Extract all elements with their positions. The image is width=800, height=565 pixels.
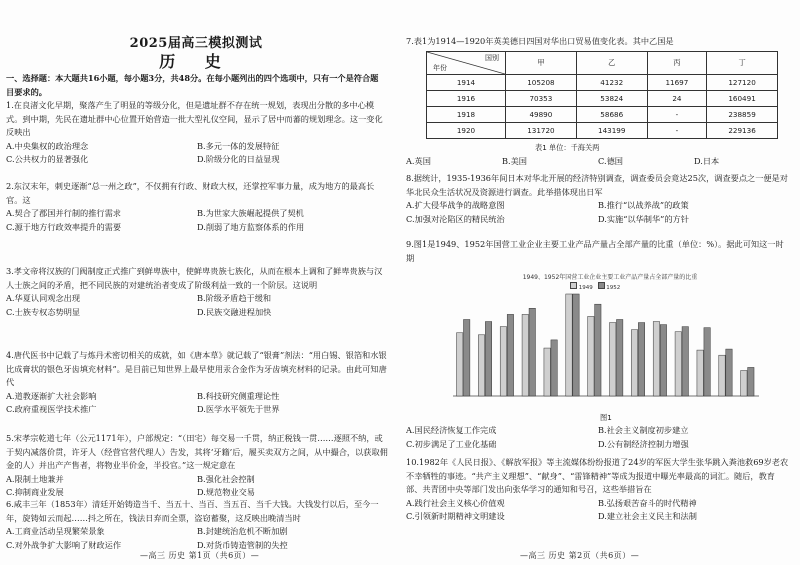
option-d[interactable]: D.对货币铸造管制的失控 (197, 539, 288, 550)
table-cell: 1916 (427, 91, 506, 107)
section-instructions: 一、选择题：本大题共16小题，每小题3分，共48分。在每小题列出的四个选项中，只有一个是符合题目要求的。 (6, 73, 379, 97)
option-d[interactable]: D.民族交融进程加快 (197, 306, 272, 317)
question-stem: 8.据统计，1935-1936年间日本对华北开展的经济特别调查，调查委员会竟达25次，调查要点之一便是对华北民众生活状况及资源进行调查。此举措体现出日军 (406, 173, 788, 197)
bar-1952-9 (660, 325, 666, 396)
bar-1952-0 (463, 320, 469, 397)
table-cell: 127120 (707, 75, 778, 91)
left-column (0, 0, 392, 565)
option-a[interactable]: A.国民经济恢复工作完成 (406, 425, 497, 435)
bar-1949-12 (719, 355, 725, 396)
trade-table (426, 51, 778, 139)
table-row (427, 91, 778, 107)
bar-1949-5 (566, 294, 572, 396)
figure-label: 图1 (600, 413, 612, 422)
right-column (400, 0, 792, 565)
table-cell: 229136 (707, 123, 778, 139)
options (6, 140, 388, 167)
bar-1949-10 (675, 332, 681, 396)
page-footer-left: —高三 历史 第1页（共6页）— (140, 551, 260, 560)
bar-1952-12 (726, 349, 732, 396)
option-a[interactable]: A.扩大侵华战争的战略意图 (406, 200, 505, 211)
question-3 (6, 265, 388, 319)
question-stem: 10.1982年《人民日报》、《解放军报》等主流媒体纷纷报道了24岁的军医大学生张华跳入粪池救69岁老农不幸牺牲的事迹。“共产主义理想”、“献身”、“雷锋精神”等成为报道中曝光率最高的词汇。随后，教育部、共青团中央等部门发出向张华学习的通知和号召，这些举措旨在 (406, 457, 789, 495)
option-b[interactable]: B.弘扬艰苦奋斗的时代精神 (598, 497, 697, 508)
bar-1952-1 (485, 322, 491, 396)
option-b[interactable]: B.阶级矛盾趋于缓和 (197, 293, 272, 304)
option-d[interactable]: D.削弱了地方监察体系的作用 (197, 221, 305, 232)
option-c[interactable]: C.源于地方行政效率提升的需要 (6, 221, 122, 232)
option-a[interactable]: A.英国 (406, 156, 431, 166)
options (6, 525, 388, 552)
option-d[interactable]: D.建立社会主义民主和法制 (598, 511, 697, 522)
question-stem: 2.东汉末年，刺史逐渐“总一州之政”，不仅拥有行政、财政大权，还掌控军事力量，成为地方的最高长官。这 (6, 181, 375, 205)
options (6, 207, 388, 234)
page-footer-right: —高三 历史 第2页（共6页）— (520, 551, 640, 560)
question-stem: 6.咸丰三年（1853年）清廷开始铸造当千、当五十、当百、当五百、当千大钱。大钱发行以后，至今一年，旋铸如云而起……抖之所在，钱法日弃而全票，盗窃蓄聚，这反映出晚清当时 (6, 499, 379, 523)
table-cell: 1918 (427, 107, 506, 123)
question-2 (6, 180, 388, 234)
bar-1949-1 (478, 335, 484, 396)
options (406, 155, 790, 169)
table-cell: 1914 (427, 75, 506, 91)
table-cell: 41232 (576, 75, 647, 91)
bar-1952-4 (551, 340, 557, 396)
option-c[interactable]: C.抑制商业发展 (6, 487, 64, 498)
table-row (427, 107, 778, 123)
column-header: 丙 (647, 52, 706, 75)
option-c[interactable]: C.对外战争扩大影响了财政运作 (6, 539, 122, 550)
option-a[interactable]: A.华夏认同观念出现 (6, 293, 81, 304)
table-cell: 24 (647, 91, 706, 107)
table-cell: 11697 (647, 75, 706, 91)
table-cell: 53824 (576, 91, 647, 107)
question-4 (6, 349, 388, 417)
table-cell: 238859 (707, 107, 778, 123)
option-b[interactable]: B.强化社会控制 (197, 473, 255, 484)
bar-1949-4 (544, 348, 550, 396)
option-b[interactable]: B.科技研究侧重理论性 (197, 390, 280, 401)
option-c[interactable]: C.德国 (598, 156, 623, 166)
legend-label-1949: 1949 (578, 285, 593, 291)
table-cell: 70353 (506, 91, 577, 107)
option-a[interactable]: A.契合了郡国并行制的推行需求 (6, 208, 121, 219)
option-a[interactable]: A.践行社会主义核心价值观 (406, 497, 505, 508)
table-row (427, 75, 778, 91)
option-b[interactable]: B.社会主义制度初步建立 (598, 425, 689, 435)
bar-1949-3 (522, 314, 528, 396)
option-d[interactable]: D.公有制经济控制力增强 (598, 438, 689, 449)
option-a[interactable]: A.工商业活动呈现繁荣景象 (6, 526, 105, 537)
column-header: 丁 (707, 52, 778, 75)
options (406, 199, 790, 226)
option-d[interactable]: D.规范物业交易 (197, 487, 255, 498)
header-year: 年份 (433, 64, 447, 72)
bar-chart (445, 272, 765, 410)
table-cell: 58686 (576, 107, 647, 123)
table-cell: 160491 (707, 91, 778, 107)
question-9-stem: 9.图1是1949、1952年国营工业企业主要工业产品产量占全部产量的比重（单位：%）。据此可知这一时期 (406, 239, 784, 263)
question-stem: 1.在良渚文化早期，聚落产生了明显的等级分化，但是遗址群不存在统一规划，表现出分散的多中心模式。到中期，先民在遗址群中心位置开始营造一批大型礼仪空间，显示了居中而蕃的规划理念。这一变化反映出 (6, 100, 383, 138)
table-cell: 1920 (427, 123, 506, 139)
question-stem: 5.宋孝宗乾道七年（公元1171年），户部规定：“（田宅）每交易一千贯，纳正税钱一贯……逐照不纳，或于契内减落价贯，许牙人（经营官营代理人）告发，其将‘牙籍’后，履买卖双方之间，从中撮合，以获取佣金的人）并出产产售者，将物业半价金，半投官。”这一规定意在 (6, 433, 388, 471)
option-d[interactable]: D.医学水平领先于世界 (197, 404, 280, 415)
header-country: 国别 (485, 54, 499, 62)
option-c[interactable]: C.士族专权态势明显 (6, 306, 81, 317)
question-1 (6, 99, 388, 167)
question-7-stem: 7.表1为1914—1920年英美德日四国对华出口贸易值变化表。其中乙国是 (406, 36, 674, 46)
table-cell: 49890 (506, 107, 577, 123)
question-6 (6, 498, 388, 552)
column-header: 乙 (576, 52, 647, 75)
option-a[interactable]: A.限制土地兼并 (6, 473, 64, 484)
bar-1949-6 (588, 316, 594, 396)
column-header: 甲 (506, 52, 577, 75)
table-header-row (427, 52, 778, 75)
subject-title: 历 史 (159, 52, 233, 71)
option-c[interactable]: C.政府重视医学技术推广 (6, 404, 97, 415)
bar-1949-2 (500, 327, 506, 396)
option-a[interactable]: A.中央集权的政治理念 (6, 140, 89, 151)
bar-1952-2 (507, 314, 513, 396)
question-stem: 4.唐代医书中记载了与炼丹术密切相关的成就，如《唐本草》就记载了“银膏”剂法：“用白锡、银箔和水银比成膏状的银色牙齿填充材料”。是目前已知世界上最早使用汞合金作为牙齿填充材料的记录。由此可知唐代 (6, 350, 387, 388)
bar-1952-10 (682, 327, 688, 396)
option-d[interactable]: D.日本 (694, 156, 720, 166)
option-d[interactable]: D.阶级分化的日益显现 (197, 154, 280, 165)
options (6, 473, 388, 500)
option-c[interactable]: C.公共权力的显著强化 (6, 154, 89, 165)
table-cell: - (647, 123, 706, 139)
option-b[interactable]: B.多元一体的发展特征 (197, 140, 280, 151)
question-7-options (406, 155, 790, 169)
options (6, 390, 388, 417)
question-5 (6, 432, 388, 500)
table-cell: 143199 (576, 123, 647, 139)
bar-1949-7 (610, 323, 616, 396)
bar-1952-7 (616, 320, 622, 397)
option-c[interactable]: C.初步满足了工业化基础 (406, 438, 497, 449)
bar-1952-11 (704, 328, 710, 396)
bar-1952-3 (529, 308, 535, 396)
option-c[interactable]: C.引领新时期精神文明建设 (406, 511, 505, 522)
table-cell: 105208 (506, 75, 577, 91)
bar-1952-8 (638, 323, 644, 396)
exam-title: 2025届高三模拟测试 (129, 36, 263, 51)
options (6, 292, 388, 319)
table-cell: - (647, 107, 706, 123)
question-8 (406, 172, 790, 226)
legend-label-1952: 1952 (606, 285, 621, 291)
question-10 (406, 456, 790, 524)
bar-1949-11 (697, 350, 703, 396)
chart-title: 1949、1952年国营工业企业主要工业产品产量占全部产量的比重 (522, 274, 698, 281)
option-b[interactable]: B.美国 (502, 156, 527, 166)
option-b[interactable]: B.为世家大族崛起提供了契机 (197, 208, 304, 219)
table-cell: 131720 (506, 123, 577, 139)
bar-1949-0 (457, 333, 463, 396)
bar-1949-9 (653, 322, 659, 396)
option-d[interactable]: D.实施“以华制华”的方针 (598, 213, 689, 224)
table-caption: 表1 单位：千海关两 (535, 143, 600, 152)
bar-1952-6 (595, 304, 601, 396)
option-b[interactable]: B.推行“以战养战”的政策 (598, 200, 689, 211)
bar-1949-8 (631, 330, 637, 396)
bar-1952-13 (748, 367, 754, 396)
table-corner-cell (427, 52, 506, 75)
table-row (427, 123, 778, 139)
options (406, 497, 790, 524)
question-stem: 3.孝文帝将汉族的门阀制度正式推广到鲜卑族中，使鲜卑贵族七族化，从而在根本上调和了鲜卑贵族与汉人士族之间的矛盾，把不同民族的对建统治者变成了阶级利益一致的一个阶层。这说明 (6, 266, 383, 290)
bar-1949-13 (741, 371, 747, 397)
bar-1952-5 (573, 294, 579, 396)
option-c[interactable]: C.加强对沦陷区的精民统治 (406, 213, 505, 224)
question-9-options (406, 424, 790, 451)
option-b[interactable]: B.封建统治危机不断加剧 (197, 526, 288, 537)
options (406, 424, 790, 451)
option-a[interactable]: A.道教逐渐扩大社会影响 (6, 390, 97, 401)
